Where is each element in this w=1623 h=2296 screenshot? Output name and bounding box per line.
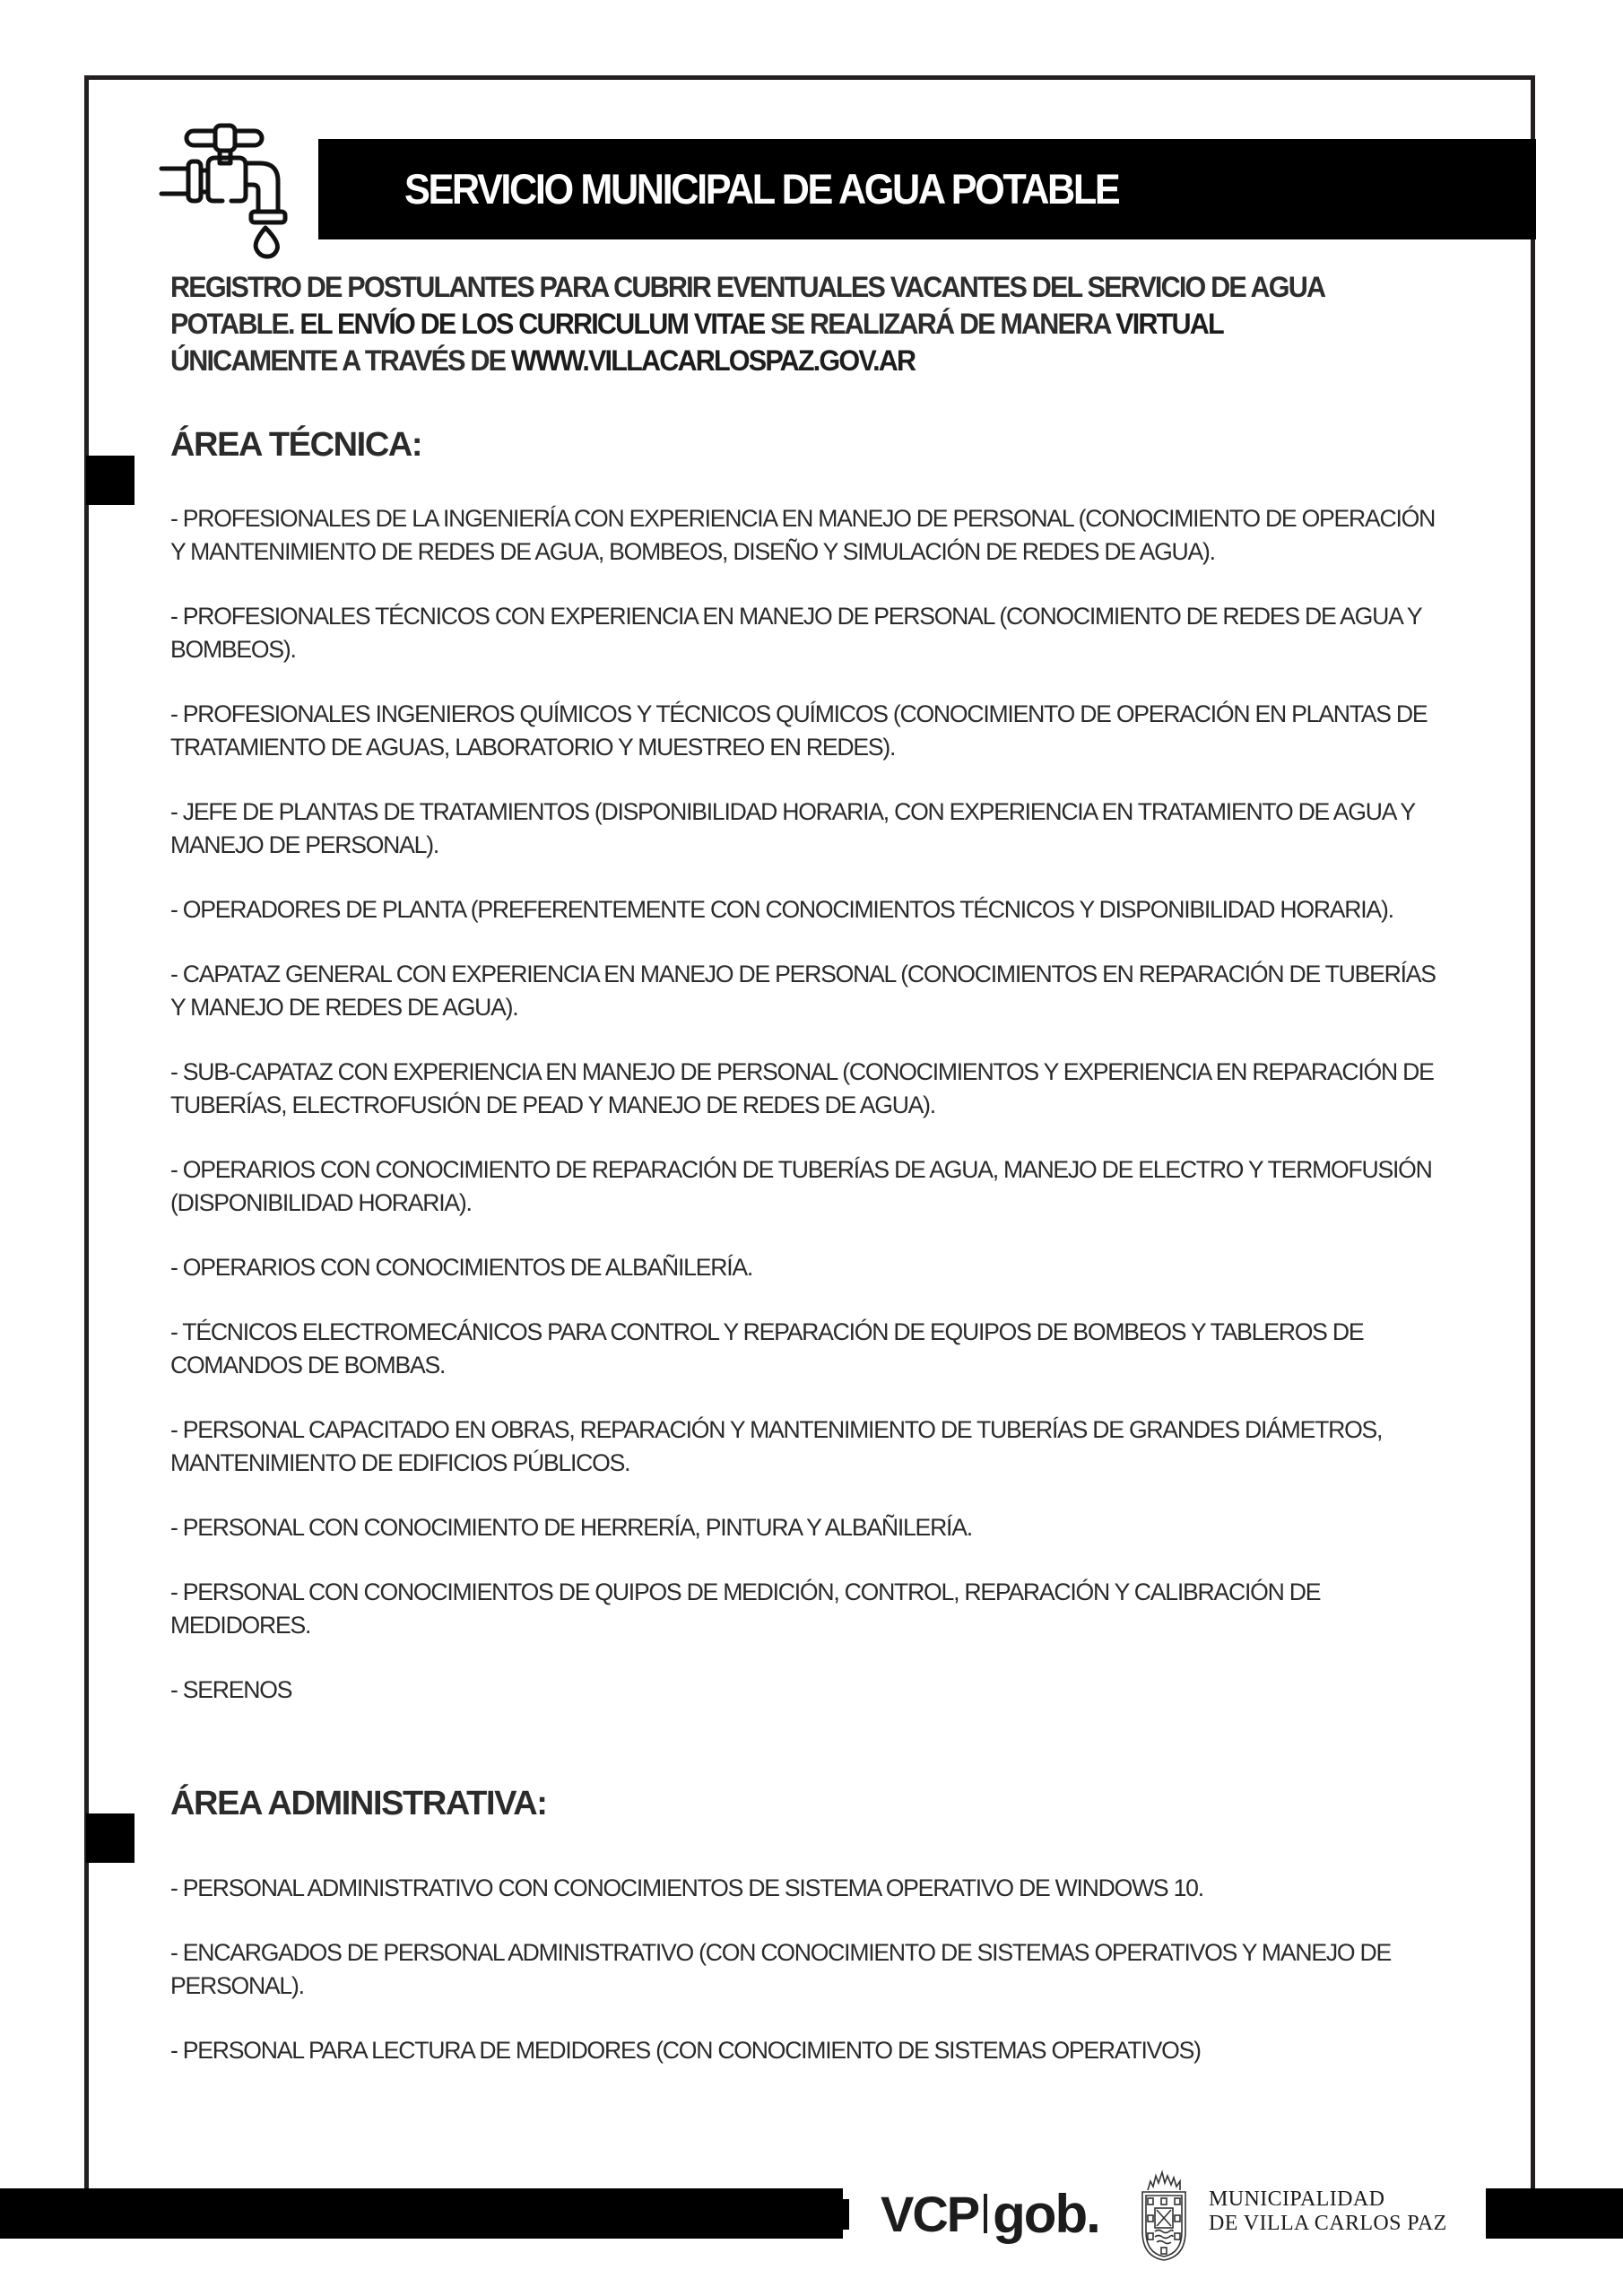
gob-logo-text: gob. [993,2183,1099,2244]
intro-text-1: REGISTRO DE POSTULANTES PARA CUBRIR EVENTUALES VACANTES DEL SERVICIO DE AGUA POTABLE. [170,271,1324,340]
list-item: - ENCARGADOS DE PERSONAL ADMINISTRATIVO (CON CONOCIMIENTO DE SISTEMAS OPERATIVOS Y MANEJO DE PERSONAL). [170,1939,1392,1999]
list-item: - SERENOS [170,1676,292,1703]
section-heading-tecnica: ÁREA TÉCNICA: [170,426,422,464]
footer-bar-right [1486,2188,1623,2239]
list-item: - CAPATAZ GENERAL CON EXPERIENCIA EN MANEJO DE PERSONAL (CONOCIMIENTOS EN REPARACIÓN DE TUBERÍAS Y MANEJO DE REDES DE AGUA). [170,961,1436,1021]
list-item: - PERSONAL CON CONOCIMIENTO DE HERRERÍA, PINTURA Y ALBAÑILERÍA. [170,1514,972,1541]
list-item: - OPERADORES DE PLANTA (PREFERENTEMENTE CON CONOCIMIENTOS TÉCNICOS Y DISPONIBILIDAD HORARIA). [170,896,1393,923]
footer-bar-notch [841,2199,849,2230]
list-item: - OPERARIOS CON CONOCIMIENTO DE REPARACIÓN DE TUBERÍAS DE AGUA, MANEJO DE ELECTRO Y TERMOFUSIÓN (DISPONIBILIDAD HORARIA). [170,1156,1432,1216]
section-marker-administrativa [86,1813,135,1863]
list-item: - PERSONAL CAPACITADO EN OBRAS, REPARACIÓN Y MANTENIMIENTO DE TUBERÍAS DE GRANDES DIÁMETROS, MANTENIMIENTO DE EDIFICIOS PÚBLICOS. [170,1416,1383,1476]
list-item: - PROFESIONALES DE LA INGENIERÍA CON EXPERIENCIA EN MANEJO DE PERSONAL (CONOCIMIENTO DE OPERACIÓN Y MANTENIMIENTO DE REDES DE AGUA, BOMBEOS, DISEÑO Y SIMULACIÓN DE REDES DE AGUA). [170,505,1436,565]
list-item: - PROFESIONALES TÉCNICOS CON EXPERIENCIA EN MANEJO DE PERSONAL (CONOCIMIENTO DE REDES DE AGUA Y BOMBEOS). [170,603,1421,663]
intro-paragraph [170,269,1386,379]
intro-text-5: ÚNICAMENTE A TRAVÉS DE [170,344,511,377]
list-tecnica [170,502,1462,1738]
logo-separator [984,2194,987,2233]
municipality-line-1: MUNICIPALIDAD [1209,2187,1385,2211]
section-marker-tecnica [86,456,135,505]
list-item: - SUB-CAPATAZ CON EXPERIENCIA EN MANEJO DE PERSONAL (CONOCIMIENTOS Y EXPERIENCIA EN REPARACIÓN DE TUBERÍAS, ELECTROFUSIÓN DE PEAD Y MANEJO DE REDES DE AGUA). [170,1058,1434,1118]
page-title: SERVICIO MUNICIPAL DE AGUA POTABLE [404,165,1119,213]
vcp-gob-logo [881,2178,1099,2249]
list-item: - PERSONAL ADMINISTRATIVO CON CONOCIMIENTOS DE SISTEMA OPERATIVO DE WINDOWS 10. [170,1874,1203,1901]
municipality-name [1209,2187,1447,2236]
intro-text-cv-emphasis: EL ENVÍO DE LOS CURRICULUM VITAE [299,308,765,340]
intro-text-3: SE REALIZARÁ DE MANERA [764,308,1116,340]
list-administrativa [170,1872,1462,2099]
municipality-line-2: DE VILLA CARLOS PAZ [1209,2212,1447,2235]
list-item: - JEFE DE PLANTAS DE TRATAMIENTOS (DISPONIBILIDAD HORARIA, CON EXPERIENCIA EN TRATAMIENTO DE AGUA Y MANEJO DE PERSONAL). [170,798,1415,858]
list-item: - OPERARIOS CON CONOCIMIENTOS DE ALBAÑILERÍA. [170,1254,753,1281]
list-item: - PERSONAL CON CONOCIMIENTOS DE QUIPOS DE MEDICIÓN, CONTROL, REPARACIÓN Y CALIBRACIÓN DE MEDIDORES. [170,1578,1321,1639]
list-item: - PERSONAL PARA LECTURA DE MEDIDORES (CON CONOCIMIENTO DE SISTEMAS OPERATIVOS) [170,2037,1201,2064]
section-heading-administrativa: ÁREA ADMINISTRATIVA: [170,1785,547,1822]
list-item: - TÉCNICOS ELECTROMECÁNICOS PARA CONTROL Y REPARACIÓN DE EQUIPOS DE BOMBEOS Y TABLEROS DE COMANDOS DE BOMBAS. [170,1318,1364,1378]
footer-bar-left [0,2188,843,2239]
website-link[interactable]: WWW.VILLACARLOSPAZ.GOV.AR [510,344,916,377]
water-faucet-icon [152,117,296,260]
vcp-logo-text: VCP [881,2185,979,2242]
list-item: - PROFESIONALES INGENIEROS QUÍMICOS Y TÉCNICOS QUÍMICOS (CONOCIMIENTO DE OPERACIÓN EN PLANTAS DE TRATAMIENTO DE AGUAS, LABORATORIO Y MUESTREO EN REDES). [170,700,1428,761]
coat-of-arms-icon [1139,2169,1189,2262]
intro-text-virtual-emphasis: VIRTUAL [1115,308,1223,340]
title-bar [318,139,1536,239]
